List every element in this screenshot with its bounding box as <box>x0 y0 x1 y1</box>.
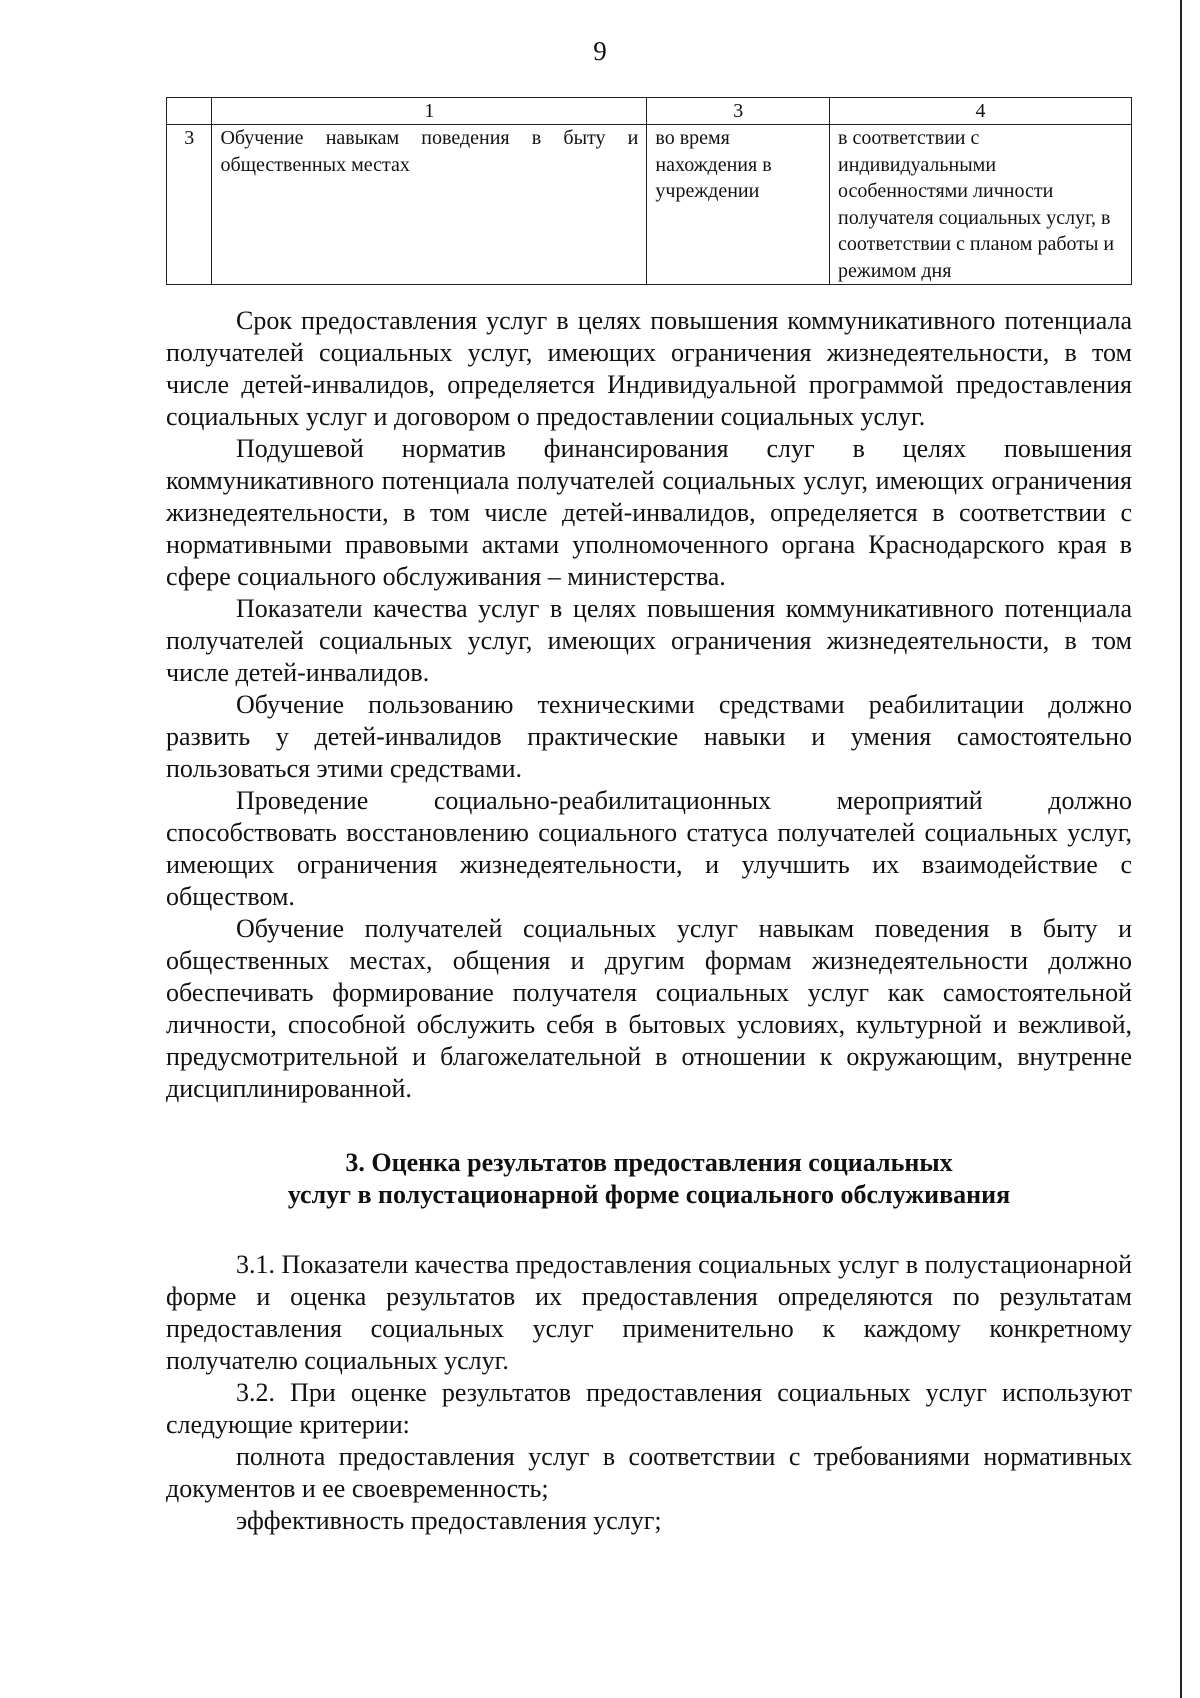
document-body <box>166 305 1132 1537</box>
paragraph: Подушевой норматив финансирования слуг в целях повышения коммуникативного потенциала получателей социальных услуг, имеющих ограничения жизнедеятельности, в том числе детей-инвалидов, определяется в соответствии с нормативными правовыми актами уполномоченного органа Краснодарского края в сфере социального обслуживания – министерства. <box>166 434 1132 591</box>
paragraph: эффективность предоставления услуг; <box>236 1506 662 1535</box>
table-header-cell <box>167 98 212 125</box>
section-title-line: услуг в полустационарной форме социального обслуживания <box>287 1180 1011 1209</box>
service-note-cell: в соответствии с индивидуальными особенностями личности получателя социальных услуг, в соответствии с планом работы и режимом дня <box>830 125 1132 285</box>
service-term-cell: во время нахождения в учреждении <box>647 125 830 285</box>
paragraph: Срок предоставления услуг в целях повышения коммуникативного потенциала получателей социальных услуг, имеющих ограничения жизнедеятельности, в том числе детей-инвалидов, определяется Индивидуальной программой предоставления социальных услуг и договором о предоставлении социальных услуг. <box>166 306 1132 431</box>
section-title-line: 3. Оценка результатов предоставления социальных <box>345 1148 953 1177</box>
paragraph: Проведение социально-реабилитационных мероприятий должно способствовать восстановлению социального статуса получателей социальных услуг, имеющих ограничения жизнедеятельности, и улучшить их взаимодействие с обществом. <box>166 786 1132 911</box>
service-name-cell: Обучение навыкам поведения в быту и общественных местах <box>212 125 647 285</box>
services-table <box>166 97 1132 285</box>
scan-edge-line <box>1180 0 1182 1698</box>
table-header-row <box>167 98 1132 125</box>
paragraph: Обучение получателей социальных услуг навыкам поведения в быту и общественных местах, общения и другим формам жизнедеятельности должно обеспечивать формирование получателя социальных услуг как самостоятельной личности, способной обслужить себя в бытовых условиях, культурной и вежливой, предусмотрительной и благожелательной в отношении к окружающим, внутренне дисциплинированной. <box>166 914 1132 1103</box>
table-header-cell: 3 <box>647 98 830 125</box>
paragraph: 3.2. При оценке результатов предоставления социальных услуг используют следующие критерии: <box>166 1378 1132 1439</box>
table-row <box>167 125 1132 285</box>
row-number-cell: 3 <box>167 125 212 285</box>
section-heading <box>166 1147 1132 1211</box>
table-header-cell: 4 <box>830 98 1132 125</box>
table-header-cell: 1 <box>212 98 647 125</box>
paragraph: 3.1. Показатели качества предоставления социальных услуг в полустационарной форме и оценка результатов их предоставления определяются по результатам предоставления социальных услуг применительно к каждому конкретному получателю социальных услуг. <box>166 1250 1132 1375</box>
page-number: 9 <box>593 36 607 66</box>
paragraph: полнота предоставления услуг в соответствии с требованиями нормативных документов и ее своевременность; <box>166 1442 1132 1503</box>
paragraph: Обучение пользованию техническими средствами реабилитации должно развить у детей-инвалидов практические навыки и умения самостоятельно пользоваться этими средствами. <box>166 690 1132 783</box>
paragraph: Показатели качества услуг в целях повышения коммуникативного потенциала получателей социальных услуг, имеющих ограничения жизнедеятельности, в том числе детей-инвалидов. <box>166 594 1132 687</box>
